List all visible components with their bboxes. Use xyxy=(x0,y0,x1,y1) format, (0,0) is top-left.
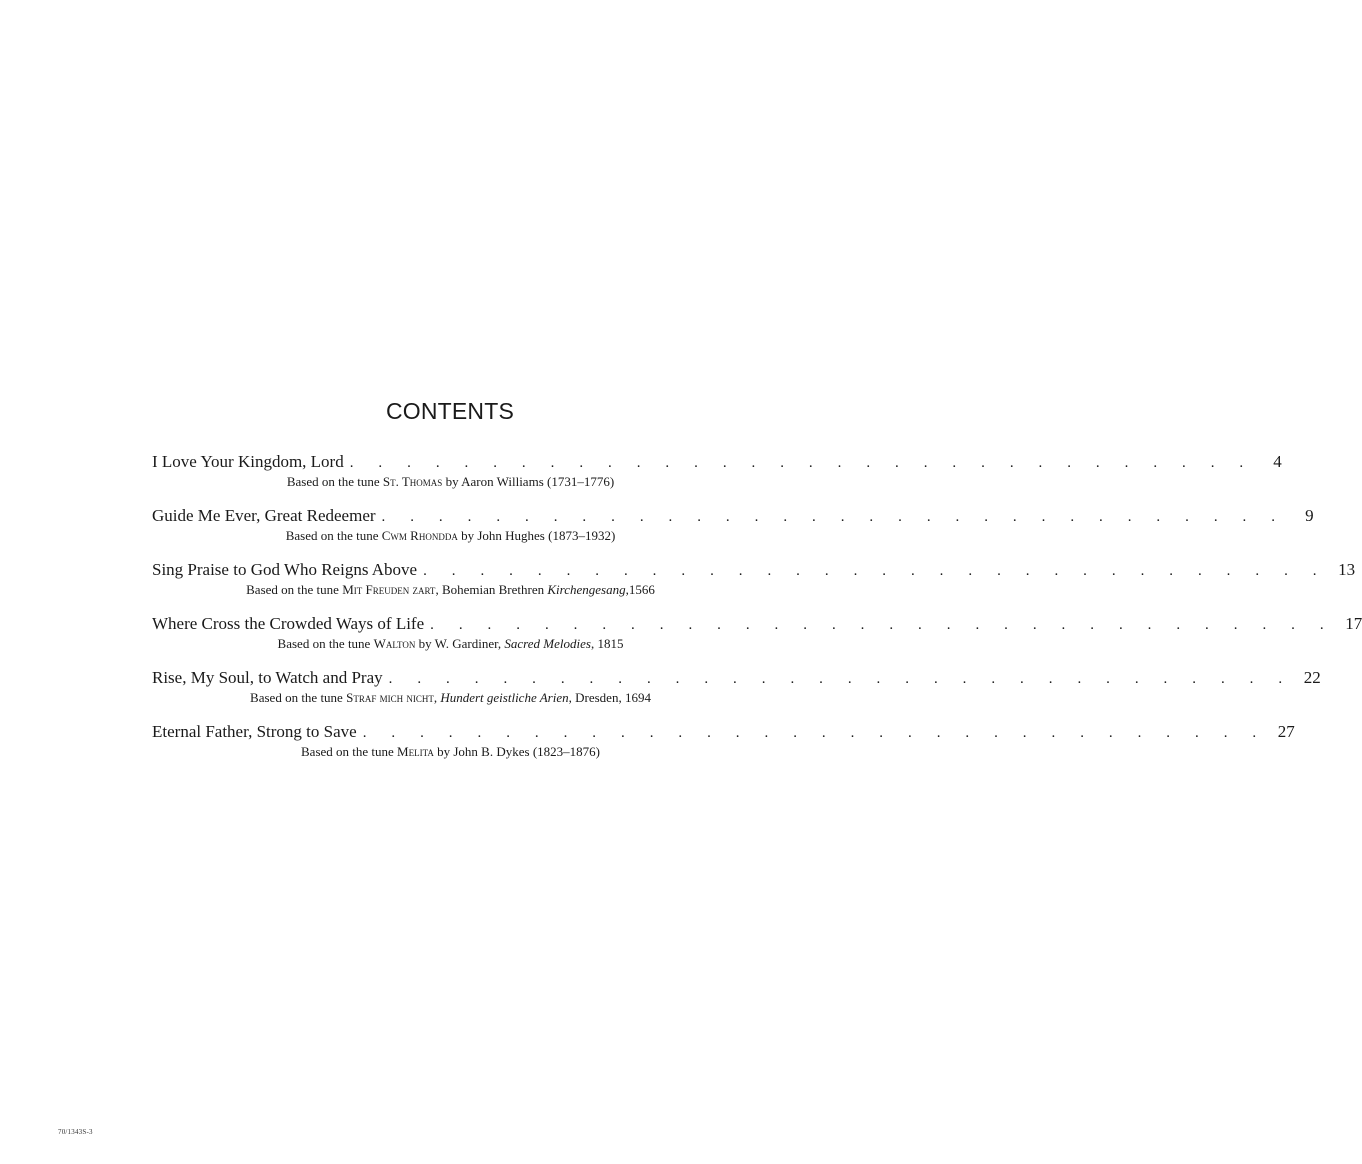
toc-entry xyxy=(152,613,1362,667)
credit-middle: , Bohemian Brethren xyxy=(435,582,548,597)
hymn-title: Where Cross the Crowded Ways of Life xyxy=(152,614,425,633)
tune-name: Mit Freuden zart xyxy=(342,582,436,597)
toc-entry-line xyxy=(152,505,1314,527)
page-number: 4 xyxy=(1273,452,1282,471)
hymn-title: I Love Your Kingdom, Lord xyxy=(152,452,344,471)
page-number: 27 xyxy=(1277,722,1295,741)
credit-middle: by John Hughes (1873–1932) xyxy=(457,528,616,543)
credit-suffix: , Dresden, 1694 xyxy=(568,690,651,705)
toc-entry xyxy=(152,667,1321,721)
tune-credit xyxy=(152,689,749,707)
credit-suffix: , 1815 xyxy=(590,636,624,651)
credit-middle: by Aaron Williams (1731–1776) xyxy=(442,474,615,489)
toc-entry-line xyxy=(152,451,1282,473)
page-number: 9 xyxy=(1305,506,1314,525)
tune-credit xyxy=(152,473,749,491)
credit-suffix: ,1566 xyxy=(625,582,655,597)
hymn-title: Rise, My Soul, to Watch and Pray xyxy=(152,668,383,687)
credit-middle: , xyxy=(433,690,441,705)
toc-entry xyxy=(152,559,1356,613)
tune-credit xyxy=(152,581,749,599)
hymn-title: Sing Praise to God Who Reigns Above xyxy=(152,560,418,579)
tune-credit xyxy=(152,743,749,761)
publisher-code: 70/1343S-3 xyxy=(58,1128,93,1136)
dot-leader: . . . . . . . . . . . . . . . . . . . . . . . . . . . . . . . . xyxy=(349,455,1254,471)
page-number: 22 xyxy=(1303,668,1321,687)
credit-italic: Sacred Melodies xyxy=(504,636,591,651)
tune-name: Cwm Rhondda xyxy=(381,528,458,543)
toc-entry-line xyxy=(152,721,1295,743)
credit-prefix: Based on the tune xyxy=(286,474,383,489)
toc-entry-line xyxy=(152,559,1356,581)
dot-leader: . . . . . . . . . . . . . . . . . . . . . . . . . . . . . . . . xyxy=(430,617,1335,633)
credit-italic: Hundert geistliche Arien xyxy=(440,690,569,705)
page-title: CONTENTS xyxy=(385,398,515,424)
toc-entry-line xyxy=(152,667,1321,689)
toc-entry xyxy=(152,721,1295,775)
tune-credit xyxy=(152,635,749,653)
page-number: 17 xyxy=(1345,614,1362,633)
tune-name: St. Thomas xyxy=(382,474,443,489)
credit-prefix: Based on the tune xyxy=(246,582,343,597)
tune-name: Walton xyxy=(373,636,416,651)
credit-middle: by W. Gardiner, xyxy=(415,636,505,651)
toc-entry xyxy=(152,505,1314,559)
credit-prefix: Based on the tune xyxy=(277,636,374,651)
toc-entry-line xyxy=(152,613,1362,635)
hymn-title: Guide Me Ever, Great Redeemer xyxy=(152,506,376,525)
credit-middle: by John B. Dykes (1823–1876) xyxy=(433,744,600,759)
page-number: 13 xyxy=(1338,560,1356,579)
dot-leader: . . . . . . . . . . . . . . . . . . . . . . . . . . . . . . . . xyxy=(381,509,1286,525)
credit-prefix: Based on the tune xyxy=(250,690,347,705)
credit-prefix: Based on the tune xyxy=(301,744,398,759)
dot-leader: . . . . . . . . . . . . . . . . . . . . . . . . . . . . . . . . xyxy=(388,671,1293,687)
table-of-contents xyxy=(152,451,1362,775)
credit-prefix: Based on the tune xyxy=(285,528,382,543)
tune-credit xyxy=(152,527,749,545)
tune-name: Melita xyxy=(397,744,434,759)
hymn-title: Eternal Father, Strong to Save xyxy=(152,722,357,741)
toc-entry xyxy=(152,451,1282,505)
dot-leader: . . . . . . . . . . . . . . . . . . . . . . . . . . . . . . . . xyxy=(423,563,1328,579)
dot-leader: . . . . . . . . . . . . . . . . . . . . . . . . . . . . . . . . xyxy=(362,725,1267,741)
credit-italic: Kirchengesang xyxy=(547,582,626,597)
tune-name: Straf mich nicht xyxy=(346,690,434,705)
